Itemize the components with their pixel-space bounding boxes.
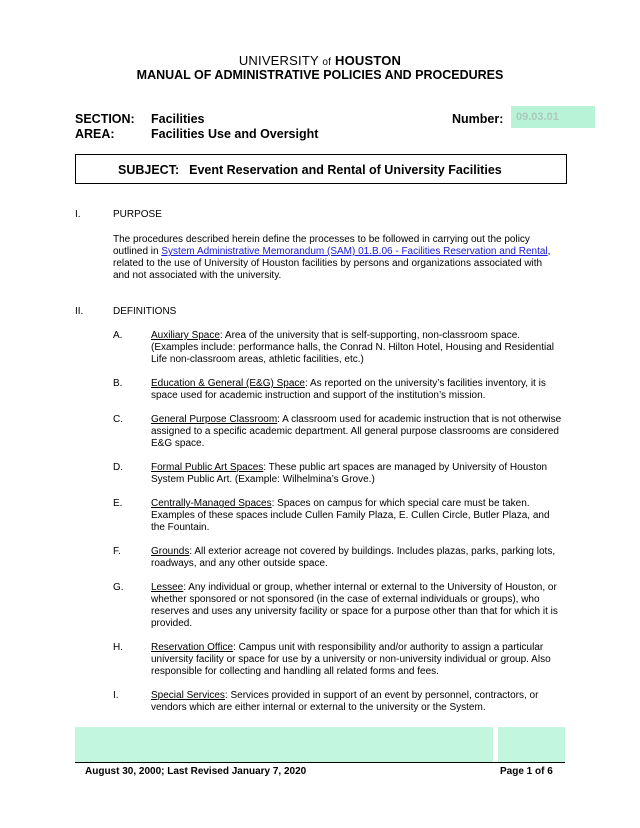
def-letter-h: H. (113, 642, 123, 653)
def-text: : Campus unit with responsibility and/or authority to assign a particular university facility or space for use by a university or non-university individual or group. Also responsible for collecting and handling all related forms and fees. (151, 642, 551, 677)
def-term: Centrally-Managed Spaces (151, 498, 272, 509)
def-term: Education & General (E&G) Space (151, 378, 305, 389)
purpose-text-after: , related to the use of University of Houston facilities by persons and organizations associated with and not associated with the university. (113, 246, 551, 281)
university-prefix: UNIVERSITY (238, 53, 319, 68)
def-text: : A classroom used for academic instruction that is not otherwise assigned to a specific academic department. All general purpose classrooms are considered E&G space. (151, 414, 562, 449)
def-term: Lessee (151, 582, 184, 593)
definition-centrally-managed-spaces (151, 498, 566, 534)
footer-divider (75, 762, 565, 763)
footer-dates: August 30, 2000; Last Revised January 7, 2020 (85, 766, 307, 777)
section-label: SECTION: (75, 112, 135, 126)
university-of: of (322, 57, 332, 68)
def-letter-g: G. (113, 582, 124, 593)
def-letter-b: B. (113, 378, 123, 389)
definition-auxiliary-space (151, 330, 566, 366)
def-text: : Services provided in support of an event by personnel, contractors, or vendors which are either internal or external to the university or the System. (151, 690, 539, 713)
definition-eg-space (151, 378, 566, 402)
def-term: Formal Public Art Spaces (151, 462, 264, 473)
university-title (0, 53, 640, 68)
number-value-field: 09.03.01 (511, 106, 595, 128)
def-term: Grounds (151, 546, 190, 557)
definition-grounds (151, 546, 566, 570)
def-term: Special Services (151, 690, 225, 701)
footer-highlight-left (75, 727, 493, 762)
number-label: Number: (452, 112, 504, 126)
definition-formal-public-art-spaces (151, 462, 566, 486)
definition-reservation-office (151, 642, 566, 678)
def-text: : These public art spaces are managed by University of Houston System Public Art. (Example: Wilhelmina’s Grove.) (151, 462, 548, 485)
def-term: Reservation Office (151, 642, 234, 653)
def-letter-c: C. (113, 414, 123, 425)
footer-highlight-right (498, 727, 565, 762)
def-letter-i: I. (113, 690, 119, 701)
subject-box (75, 154, 567, 184)
def-term: General Purpose Classroom (151, 414, 278, 425)
def-text: : All exterior acreage not covered by buildings. Includes plazas, parks, parking lots, roadways, and any other outside space. (151, 546, 556, 569)
university-name: HOUSTON (334, 53, 402, 68)
area-value: Facilities Use and Oversight (151, 127, 319, 141)
def-text: : Area of the university that is self-supporting, non-classroom space. (Examples include: performance halls, the Conrad N. Hilton Hotel, Housing and Residential Life non-classroom areas, athletic facilities, etc.) (151, 330, 554, 365)
section-value: Facilities (151, 112, 205, 126)
purpose-number: I. (75, 209, 81, 220)
def-letter-d: D. (113, 462, 123, 473)
subject-value: Event Reservation and Rental of University Facilities (189, 163, 502, 177)
definitions-title: DEFINITIONS (113, 306, 177, 317)
definition-general-purpose-classroom (151, 414, 566, 450)
def-term: Auxiliary Space (151, 330, 220, 341)
def-text: : As reported on the university’s facilities inventory, it is space used for academic instruction and support of the institution’s mission. (151, 378, 546, 401)
def-letter-a: A. (113, 330, 123, 341)
def-text: : Spaces on campus for which special care must be taken. Examples of these spaces include Cullen Family Plaza, E. Cullen Circle, Butler Plaza, and the Fountain. (151, 498, 550, 533)
def-letter-e: E. (113, 498, 123, 509)
def-text: : Any individual or group, whether internal or external to the University of Houston, or whether sponsored or not sponsored (in the case of external individuals or groups), who reserves and uses any university facility or space for a purpose other than that for which it is provided. (151, 582, 558, 629)
purpose-text-before: The procedures described herein define the processes to be followed in carrying out the policy outlined in (113, 234, 530, 257)
footer-page-number: Page 1 of 6 (500, 766, 553, 777)
sam-link[interactable]: System Administrative Memorandum (SAM) 01.B.06 - Facilities Reservation and Rental (161, 246, 548, 257)
area-label: AREA: (75, 127, 115, 141)
def-letter-f: F. (113, 546, 121, 557)
purpose-paragraph (113, 234, 553, 282)
definition-lessee (151, 582, 566, 630)
manual-title: MANUAL OF ADMINISTRATIVE POLICIES AND PROCEDURES (136, 68, 504, 82)
definitions-number: II. (75, 306, 84, 317)
subject-label: SUBJECT: (118, 163, 180, 177)
definition-special-services (151, 690, 566, 714)
purpose-title: PURPOSE (113, 209, 162, 220)
